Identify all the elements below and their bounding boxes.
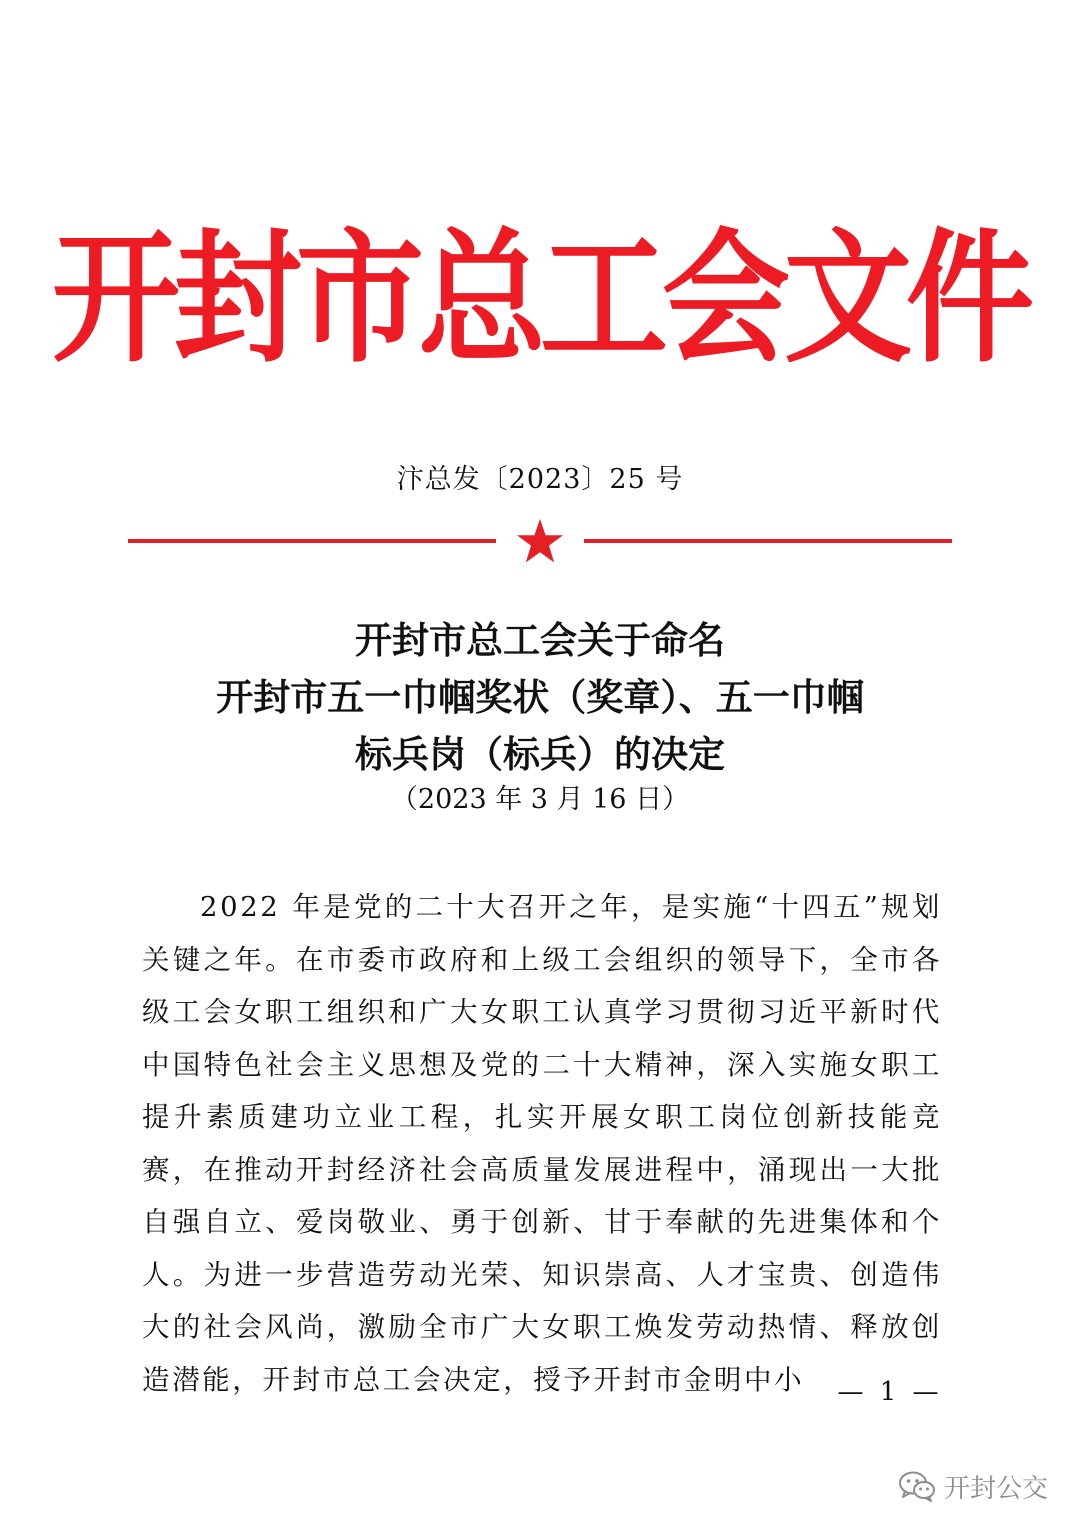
- decision-title: [0, 612, 1080, 783]
- wechat-watermark: [898, 1468, 1048, 1504]
- red-separator: [128, 518, 952, 568]
- separator-line-left: [128, 539, 496, 543]
- document-number: 汴总发〔2023〕25 号: [396, 464, 684, 495]
- title-line: 开封市总工会关于命名: [355, 618, 725, 662]
- document-header-title: 开封市总工会文件: [51, 216, 1028, 383]
- decision-date: （2023 年 3 月 16 日）: [390, 784, 690, 815]
- body-paragraph: 2022 年是党的二十大召开之年，是实施“十四五”规划关键之年。在市委市政府和上级工会组织的领导下，全市各级工会女职工组织和广大女职工认真学习贯彻习近平新时代中国特色社会主义思想及党的二十大精神，深入实施女职工提升素质建功立业工程，扎实开展女职工岗位创新技能竞赛，在推动开封经济社会高质量发展进程中，涌现出一大批自强自立、爱岗敬业、勇于创新、甘于奉献的先进集体和个人。为进一步营造劳动光荣、知识崇高、人才宝贵、创造伟大的社会风尚，激励全市广大女职工焕发劳动热情、释放创造潜能，开封市总工会决定，授予开封市金明中小: [142, 891, 942, 1396]
- page-number: — 1 —: [837, 1377, 943, 1407]
- watermark-text: 开封公交: [943, 1473, 1048, 1504]
- star-icon: [516, 518, 564, 564]
- separator-line-right: [584, 539, 952, 543]
- title-line: 开封市五一巾帼奖状（奖章）、五一巾帼: [216, 675, 864, 719]
- wechat-icon: [898, 1470, 936, 1502]
- title-line: 标兵岗（标兵）的决定: [355, 732, 725, 776]
